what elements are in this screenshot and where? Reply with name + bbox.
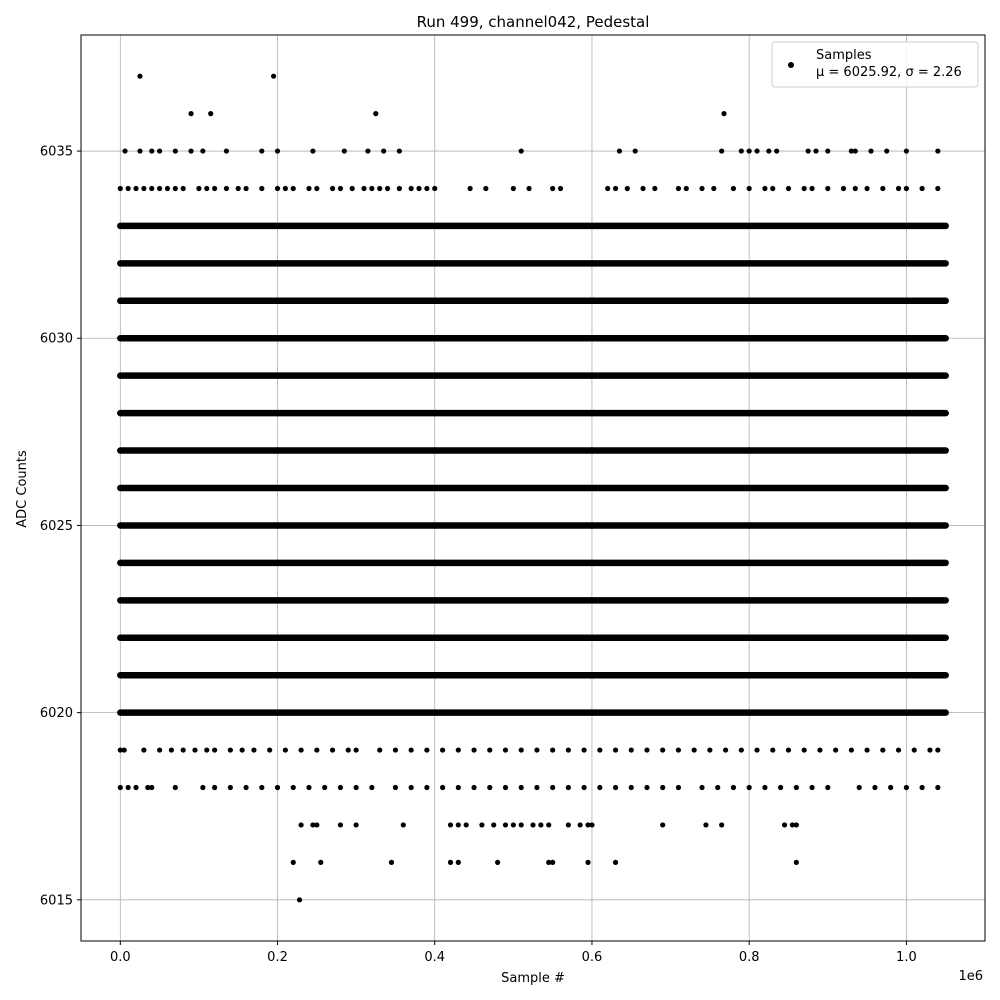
sample-point — [802, 747, 807, 752]
sample-point — [660, 785, 665, 790]
sample-point — [212, 186, 217, 191]
sample-point — [699, 186, 704, 191]
sample-point — [236, 186, 241, 191]
sample-point — [754, 747, 759, 752]
sample-point — [530, 822, 535, 827]
sample-point — [224, 148, 229, 153]
sample-point — [605, 186, 610, 191]
sample-point — [589, 822, 594, 827]
sample-point — [833, 747, 838, 752]
sample-point — [204, 747, 209, 752]
sample-point — [361, 186, 366, 191]
sample-point — [813, 148, 818, 153]
sample-point — [456, 860, 461, 865]
sample-point — [770, 186, 775, 191]
sample-point — [633, 148, 638, 153]
sample-point — [935, 186, 940, 191]
sample-point — [888, 785, 893, 790]
sample-point — [503, 822, 508, 827]
sample-point — [703, 822, 708, 827]
sample-point — [747, 186, 752, 191]
sample-point — [291, 186, 296, 191]
sample-point — [397, 148, 402, 153]
sample-point — [550, 785, 555, 790]
sample-point — [297, 897, 302, 902]
sample-point — [857, 785, 862, 790]
sample-point — [377, 747, 382, 752]
sample-point — [456, 785, 461, 790]
sample-point — [817, 747, 822, 752]
sample-point — [192, 747, 197, 752]
sample-point — [275, 148, 280, 153]
sample-point — [118, 785, 123, 790]
sample-point — [912, 747, 917, 752]
sample-point — [440, 747, 445, 752]
sample-point — [243, 785, 248, 790]
sample-point — [240, 747, 245, 752]
sample-point — [864, 747, 869, 752]
sample-point — [747, 148, 752, 153]
sample-point — [825, 148, 830, 153]
sample-point — [896, 747, 901, 752]
sample-point — [538, 822, 543, 827]
sample-point — [338, 822, 343, 827]
sample-point — [228, 747, 233, 752]
y-tick-label: 6020 — [39, 706, 73, 722]
y-tick-label: 6015 — [39, 893, 73, 909]
sample-point — [416, 186, 421, 191]
sample-point — [369, 785, 374, 790]
sample-point — [739, 747, 744, 752]
sample-point — [471, 785, 476, 790]
sample-point — [464, 822, 469, 827]
sample-point — [346, 747, 351, 752]
sample-point — [424, 747, 429, 752]
sample-point — [259, 186, 264, 191]
sample-point — [511, 822, 516, 827]
sample-point — [440, 785, 445, 790]
x-tick-label: 0.0 — [109, 950, 131, 965]
sample-point — [550, 186, 555, 191]
sample-point — [719, 822, 724, 827]
sample-point — [208, 111, 213, 116]
sample-point — [251, 747, 256, 752]
y-tick-label: 6035 — [39, 144, 73, 160]
sample-point — [126, 186, 131, 191]
sample-point — [644, 785, 649, 790]
sample-point — [389, 860, 394, 865]
sample-point — [188, 148, 193, 153]
x-tick-label: 0.2 — [267, 950, 288, 965]
chart-title: Run 499, channel042, Pedestal — [416, 13, 650, 31]
sample-point — [401, 822, 406, 827]
sample-point — [935, 785, 940, 790]
sample-point — [503, 747, 508, 752]
sample-point — [625, 186, 630, 191]
sample-point — [684, 186, 689, 191]
sample-point — [629, 747, 634, 752]
sample-point — [373, 111, 378, 116]
sample-point — [904, 186, 909, 191]
sample-point — [483, 186, 488, 191]
sample-point — [550, 747, 555, 752]
legend-mean: μ = 6025.92, — [816, 65, 906, 80]
x-tick-label: 0.8 — [738, 950, 760, 965]
sample-point — [495, 860, 500, 865]
sample-point — [456, 822, 461, 827]
sample-point — [243, 186, 248, 191]
sample-point — [849, 747, 854, 752]
sample-point — [338, 785, 343, 790]
sample-point — [534, 785, 539, 790]
sample-point — [676, 747, 681, 752]
sample-point — [597, 785, 602, 790]
sample-point — [676, 186, 681, 191]
sample-point — [318, 860, 323, 865]
sample-point — [181, 186, 186, 191]
sample-point — [868, 148, 873, 153]
legend — [772, 42, 978, 87]
sample-point — [122, 148, 127, 153]
sample-point — [597, 747, 602, 752]
sample-point — [314, 822, 319, 827]
legend-stats — [816, 65, 962, 80]
sample-point — [306, 785, 311, 790]
sample-point — [448, 822, 453, 827]
sample-point — [491, 822, 496, 827]
sample-point — [397, 186, 402, 191]
sample-point — [558, 186, 563, 191]
x-tick-label: 0.4 — [424, 950, 446, 965]
sample-point — [676, 785, 681, 790]
sample-point — [585, 860, 590, 865]
x-tick-label: 0.6 — [581, 950, 603, 965]
sample-point — [322, 785, 327, 790]
sample-point — [617, 148, 622, 153]
sample-point — [224, 186, 229, 191]
sample-point — [613, 186, 618, 191]
sample-point — [149, 785, 154, 790]
legend-sigma: σ = 2.26 — [905, 65, 962, 80]
sample-point — [660, 747, 665, 752]
sample-point — [149, 148, 154, 153]
sample-point — [122, 747, 127, 752]
sample-point — [927, 747, 932, 752]
sample-point — [699, 785, 704, 790]
sample-point — [503, 785, 508, 790]
sample-point — [660, 822, 665, 827]
sample-point — [137, 148, 142, 153]
sample-point — [310, 148, 315, 153]
sample-point — [157, 148, 162, 153]
sample-point — [275, 785, 280, 790]
sample-point — [723, 747, 728, 752]
sample-point — [566, 747, 571, 752]
sample-point — [809, 785, 814, 790]
x-axis-offset-label: 1e6 — [958, 969, 983, 984]
sample-point — [762, 785, 767, 790]
legend-marker — [788, 62, 794, 68]
sample-point — [519, 785, 524, 790]
sample-point — [365, 148, 370, 153]
sample-point — [920, 785, 925, 790]
sample-point — [613, 747, 618, 752]
sample-point — [196, 186, 201, 191]
sample-point — [519, 822, 524, 827]
sample-point — [747, 785, 752, 790]
sample-point — [754, 148, 759, 153]
sample-point — [149, 186, 154, 191]
sample-point — [173, 186, 178, 191]
sample-point — [715, 785, 720, 790]
sample-point — [806, 148, 811, 153]
sample-point — [354, 785, 359, 790]
y-tick-label: 6030 — [39, 331, 73, 347]
x-tick-label: 1.0 — [896, 950, 917, 965]
sample-point — [330, 747, 335, 752]
sample-point — [519, 747, 524, 752]
sample-point — [935, 747, 940, 752]
sample-point — [188, 111, 193, 116]
sample-point — [377, 186, 382, 191]
sample-point — [613, 860, 618, 865]
sample-point — [644, 747, 649, 752]
sample-point — [880, 186, 885, 191]
sample-point — [306, 186, 311, 191]
sample-point — [794, 822, 799, 827]
sample-point — [896, 186, 901, 191]
sample-point — [369, 186, 374, 191]
sample-point — [448, 860, 453, 865]
sample-point — [291, 860, 296, 865]
sample-point — [546, 822, 551, 827]
sample-point — [133, 785, 138, 790]
sample-point — [432, 186, 437, 191]
sample-point — [721, 111, 726, 116]
sample-point — [409, 785, 414, 790]
sample-point — [778, 785, 783, 790]
sample-point — [424, 785, 429, 790]
sample-point — [259, 785, 264, 790]
sample-point — [259, 148, 264, 153]
sample-point — [173, 785, 178, 790]
legend-series-label: Samples — [816, 48, 872, 63]
sample-point — [864, 186, 869, 191]
sample-point — [786, 747, 791, 752]
sample-point — [692, 747, 697, 752]
sample-point — [782, 822, 787, 827]
x-axis-label: Sample # — [501, 971, 565, 986]
sample-point — [731, 186, 736, 191]
sample-point — [354, 822, 359, 827]
sample-point — [884, 148, 889, 153]
y-axis-label: ADC Counts — [15, 450, 30, 528]
sample-point — [794, 860, 799, 865]
sample-point — [385, 186, 390, 191]
sample-point — [409, 186, 414, 191]
sample-point — [566, 785, 571, 790]
sample-point — [511, 186, 516, 191]
sample-point — [314, 747, 319, 752]
sample-point — [872, 785, 877, 790]
sample-point — [770, 747, 775, 752]
sample-point — [766, 148, 771, 153]
sample-point — [652, 186, 657, 191]
sample-point — [794, 785, 799, 790]
sample-point — [181, 747, 186, 752]
sample-point — [825, 785, 830, 790]
sample-point — [904, 148, 909, 153]
sample-point — [920, 186, 925, 191]
sample-point — [212, 747, 217, 752]
sample-point — [283, 747, 288, 752]
sample-point — [578, 822, 583, 827]
sample-point — [157, 186, 162, 191]
sample-point — [581, 747, 586, 752]
sample-point — [479, 822, 484, 827]
sample-point — [338, 186, 343, 191]
sample-point — [904, 785, 909, 790]
sample-point — [381, 148, 386, 153]
sample-point — [526, 186, 531, 191]
sample-point — [774, 148, 779, 153]
sample-point — [739, 148, 744, 153]
sample-point — [291, 785, 296, 790]
sample-point — [456, 747, 461, 752]
sample-point — [880, 747, 885, 752]
sample-point — [409, 747, 414, 752]
sample-point — [157, 747, 162, 752]
sample-point — [468, 186, 473, 191]
sample-point — [471, 747, 476, 752]
sample-point — [133, 186, 138, 191]
sample-point — [393, 785, 398, 790]
sample-point — [519, 148, 524, 153]
sample-point — [566, 822, 571, 827]
sample-point — [853, 148, 858, 153]
sample-point — [169, 747, 174, 752]
sample-point — [809, 186, 814, 191]
sample-point — [299, 747, 304, 752]
sample-point — [212, 785, 217, 790]
sample-point — [640, 186, 645, 191]
sample-point — [393, 747, 398, 752]
sample-point — [841, 186, 846, 191]
sample-point — [173, 148, 178, 153]
sample-point — [267, 747, 272, 752]
sample-point — [283, 186, 288, 191]
sample-point — [141, 747, 146, 752]
sample-point — [271, 74, 276, 79]
sample-point — [629, 785, 634, 790]
sample-point — [424, 186, 429, 191]
sample-point — [711, 186, 716, 191]
sample-point — [141, 186, 146, 191]
sample-point — [853, 186, 858, 191]
sample-point — [613, 785, 618, 790]
sample-point — [550, 860, 555, 865]
sample-point — [228, 785, 233, 790]
sample-point — [299, 822, 304, 827]
sample-point — [707, 747, 712, 752]
sample-point — [118, 186, 123, 191]
sample-point — [330, 186, 335, 191]
sample-point — [487, 785, 492, 790]
sample-point — [762, 186, 767, 191]
sample-point — [534, 747, 539, 752]
sample-point — [825, 186, 830, 191]
sample-point — [802, 186, 807, 191]
sample-point — [731, 785, 736, 790]
sample-point — [487, 747, 492, 752]
sample-point — [204, 186, 209, 191]
sample-point — [935, 148, 940, 153]
sample-point — [354, 747, 359, 752]
sample-point — [581, 785, 586, 790]
y-tick-label: 6025 — [39, 518, 73, 534]
sample-point — [342, 148, 347, 153]
sample-point — [137, 74, 142, 79]
sample-point — [126, 785, 131, 790]
sample-point — [786, 186, 791, 191]
sample-point — [275, 186, 280, 191]
sample-point — [200, 785, 205, 790]
sample-point — [350, 186, 355, 191]
sample-point — [314, 186, 319, 191]
sample-point — [165, 186, 170, 191]
sample-point — [200, 148, 205, 153]
sample-point — [719, 148, 724, 153]
